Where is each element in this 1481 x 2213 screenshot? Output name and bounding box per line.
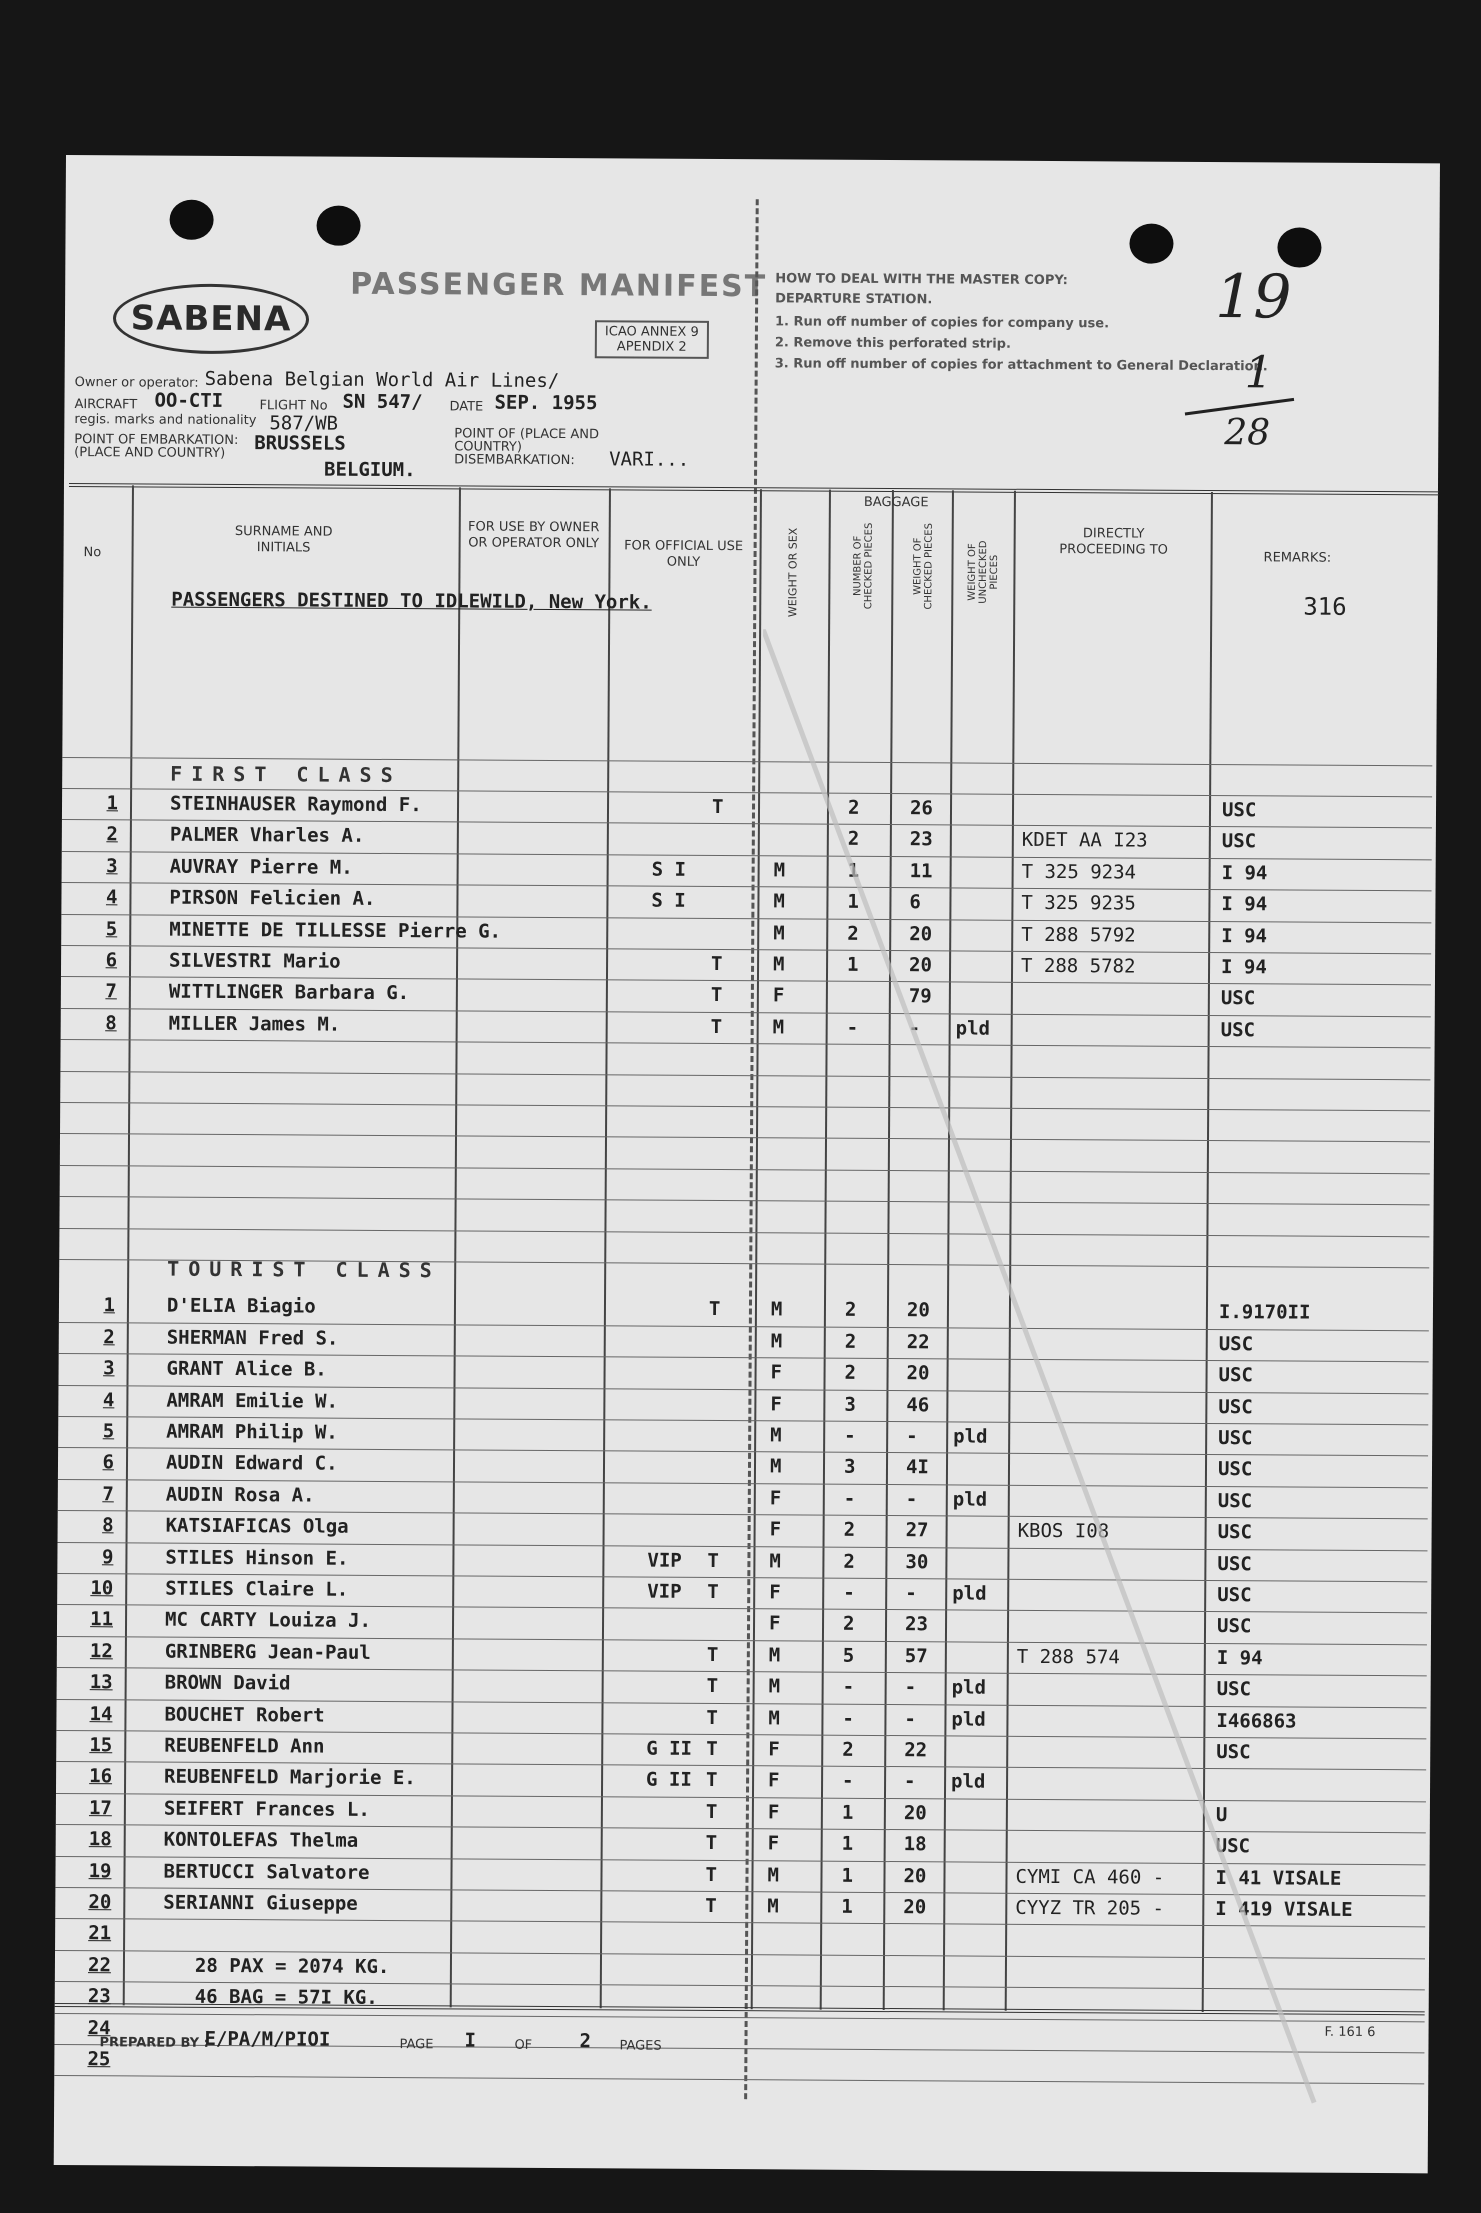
cell-sex: F	[768, 1612, 781, 1635]
cell-unch: pld	[953, 1425, 988, 1448]
cell-no: 11	[90, 1608, 114, 1631]
cell-dir: T 288 574	[1016, 1645, 1120, 1669]
first-class-label: FIRST CLASS	[170, 761, 402, 787]
cell-dir: CYYZ TR 205 -	[1015, 1896, 1165, 1920]
cell-name: AMRAM Emilie W.	[166, 1389, 339, 1413]
cell-t: T	[706, 1737, 718, 1761]
cell-rem: USC	[1217, 1458, 1253, 1481]
handwritten-fraction-top: 1	[1244, 347, 1273, 399]
cell-pcs: 2	[842, 1613, 855, 1636]
cell-t: T	[711, 795, 724, 819]
col-header-unchecked-weight: WEIGHT OF UNCHECKED PIECES	[966, 540, 1001, 604]
cell-rem: USC	[1221, 830, 1257, 853]
cell-rem: I 41 VISALE	[1215, 1866, 1342, 1890]
icao-annex: ICAO ANNEX 9	[604, 324, 699, 340]
cell-t: T	[706, 1769, 718, 1792]
cell-no: 8	[102, 1514, 114, 1537]
cell-t: T	[706, 1675, 719, 1698]
instructions-step2: 2. Remove this perforated strip.	[774, 335, 1011, 352]
cell-name: SEIFERT Frances L.	[163, 1797, 370, 1821]
cell-no: 2	[106, 823, 118, 846]
cell-name: SHERMAN Fred S.	[166, 1326, 339, 1350]
cell-no: 1	[106, 792, 119, 815]
cell-name: STILES Hinson E.	[165, 1546, 349, 1570]
cell-t: T	[706, 1643, 719, 1666]
cell-name: WITTLINGER Barbara G.	[168, 981, 410, 1005]
col-header-checked-pieces: NUMBER OF CHECKED PIECES	[852, 522, 875, 610]
handwritten-number: 19	[1214, 262, 1292, 333]
cell-rem: USC	[1216, 1741, 1251, 1764]
handwritten-fraction-bottom: 28	[1224, 412, 1271, 454]
cell-unch: pld	[951, 1708, 986, 1731]
instructions-step1: 1. Run off number of copies for company use.	[774, 314, 1110, 332]
cell-dir: KDET AA I23	[1021, 829, 1148, 853]
cell-name: SILVESTRI Mario	[169, 949, 341, 973]
cell-no: 10	[90, 1577, 114, 1600]
cell-wt: 79	[908, 985, 932, 1008]
cell-off: G II	[646, 1737, 693, 1760]
cell-rem: USC	[1217, 1521, 1253, 1544]
cell-rem: USC	[1217, 1584, 1252, 1607]
cell-unch: pld	[952, 1582, 987, 1605]
cell-sex: F	[767, 1832, 780, 1855]
cell-pcs: 5	[842, 1644, 855, 1667]
col-header-directly-proceeding: DIRECTLY PROCEEDING TO	[1059, 526, 1168, 558]
cell-wt: 20	[903, 1896, 927, 1919]
cell-pcs: 2	[843, 1518, 856, 1542]
cell-no: 17	[88, 1796, 112, 1820]
cell-sex: M	[773, 953, 785, 976]
cell-sex: F	[768, 1738, 780, 1761]
cell-pcs: 3	[843, 1456, 856, 1479]
cell-wt: -	[906, 1425, 918, 1448]
icao-annex-box	[595, 320, 709, 359]
row-rule	[60, 1102, 1430, 1111]
col-header-baggage: BAGGAGE	[863, 494, 929, 511]
punch-hole	[169, 200, 213, 240]
cell-rem: I 94	[1220, 956, 1267, 979]
cell-rem: I466863	[1216, 1709, 1297, 1733]
disembark-label: POINT OF (PLACE AND COUNTRY) DISEMBARKATION:	[454, 426, 600, 469]
cell-t: T	[705, 1800, 718, 1823]
embark-label: POINT OF EMBARKATION: (PLACE AND COUNTRY)	[74, 432, 239, 461]
cell-sex: M	[768, 1675, 781, 1698]
cell-sex: M	[767, 1863, 780, 1886]
flight-label: FLIGHT No	[259, 398, 328, 414]
cell-name: KATSIAFICAS Olga	[165, 1514, 349, 1538]
instructions-step3: 3. Run off number of copies for attachment to General Declaration.	[774, 356, 1268, 375]
cell-name: MC CARTY Louiza J.	[164, 1609, 372, 1633]
cell-wt: -	[908, 1016, 921, 1040]
disembark-value: VARI...	[609, 448, 690, 471]
cell-no: 6	[105, 949, 118, 972]
cell-sex: F	[767, 1801, 780, 1824]
cell-sex: M	[772, 1016, 785, 1039]
cell-pcs: -	[843, 1487, 856, 1510]
cell-wt: 20	[906, 1362, 930, 1385]
cell-wt: -	[904, 1770, 916, 1793]
embark-city: BRUSSELS	[254, 432, 346, 455]
cell-name: REUBENFELD Ann	[164, 1734, 325, 1758]
cell-wt: 20	[903, 1864, 927, 1887]
cell-name: PIRSON Felicien A.	[169, 886, 376, 911]
cell-pcs: -	[846, 1016, 859, 1039]
cell-pcs: 2	[847, 922, 859, 945]
cell-name: AMRAM Philip W.	[166, 1420, 338, 1444]
cell-wt: 6	[909, 891, 921, 914]
row-rule	[59, 1228, 1429, 1237]
tourist-class-label: TOURIST CLASS	[167, 1256, 441, 1283]
cell-t: T	[707, 1580, 719, 1604]
cell-sex: M	[769, 1549, 781, 1572]
cell-pcs: 2	[847, 796, 860, 819]
row-rule	[60, 1196, 1430, 1205]
cell-name: SERIANNI Giuseppe	[163, 1891, 358, 1915]
sabena-logo	[113, 283, 309, 354]
cell-t: T	[710, 1015, 723, 1038]
cell-pcs: 1	[841, 1895, 853, 1918]
cell-wt: 23	[904, 1613, 928, 1636]
cell-wt: 23	[909, 828, 933, 851]
sabena-logo-text: SABENA	[130, 298, 292, 340]
cell-no: 14	[89, 1702, 113, 1725]
cell-pcs: 3	[844, 1393, 856, 1416]
owner-label: Owner or operator:	[74, 375, 199, 391]
icao-appendix: APENDIX 2	[616, 339, 687, 355]
prepared-label: PREPARED BY :	[99, 2035, 209, 2051]
of-value: 2	[579, 2030, 592, 2053]
cell-name: PALMER Vharles A.	[169, 824, 365, 848]
cell-wt: 46	[906, 1393, 930, 1416]
cell-pcs: 2	[842, 1738, 854, 1761]
page-value: I	[464, 2029, 477, 2052]
cell-sex: M	[768, 1644, 781, 1667]
cell-no: 16	[89, 1765, 113, 1788]
aircraft-label: AIRCRAFT	[74, 397, 138, 413]
cell-off: G II	[646, 1768, 692, 1792]
cell-wt: -	[905, 1487, 918, 1511]
cell-pcs: -	[844, 1424, 856, 1447]
cell-no: 3	[103, 1357, 115, 1380]
cell-pcs: 1	[847, 890, 859, 914]
remarks-number: 316	[1303, 592, 1347, 621]
row-rule	[60, 1165, 1430, 1174]
regis-value: 587/WB	[269, 412, 339, 435]
cell-dir: T 325 9235	[1021, 892, 1136, 915]
cell-rem: USC	[1217, 1552, 1252, 1575]
cell-pcs: 2	[847, 828, 860, 851]
cell-dir: KBOS I08	[1017, 1520, 1110, 1543]
cell-no: 5	[105, 917, 118, 940]
cell-no: 25	[87, 2048, 111, 2071]
cell-rem: USC	[1220, 1018, 1256, 1042]
cell-no: 8	[105, 1012, 117, 1035]
cell-pcs: 1	[847, 953, 859, 976]
cell-t: T	[707, 1549, 719, 1572]
cell-sex: F	[770, 1392, 782, 1415]
cell-pcs: -	[842, 1770, 854, 1793]
cell-name: REUBENFELD Marjorie E.	[164, 1766, 416, 1790]
cell-rem: I 94	[1221, 924, 1268, 947]
cell-name: MILLER James M.	[168, 1012, 341, 1036]
cell-wt: -	[905, 1582, 917, 1605]
cell-no: 22	[87, 1953, 112, 1977]
col-header-remarks: REMARKS:	[1263, 550, 1332, 566]
cell-name: BOUCHET Robert	[164, 1703, 325, 1727]
cell-pcs: -	[842, 1675, 855, 1699]
cell-no: 4	[102, 1388, 115, 1411]
cell-no: 4	[105, 886, 118, 909]
col-header-checked-weight: WEIGHT OF CHECKED PIECES	[912, 522, 935, 610]
cell-no: 2	[103, 1326, 115, 1349]
cell-sex: M	[770, 1298, 783, 1321]
cell-sex: F	[770, 1361, 783, 1384]
cell-wt: 30	[905, 1550, 929, 1573]
cell-rem: USC	[1220, 987, 1256, 1010]
cell-no: 7	[105, 980, 117, 1003]
cell-no: 9	[101, 1545, 114, 1568]
cell-unch: pld	[952, 1488, 988, 1511]
cell-rem: U	[1215, 1803, 1228, 1826]
cell-rem: I.9170II	[1218, 1301, 1311, 1325]
col-header-no: No	[83, 545, 102, 561]
cell-sex: M	[773, 921, 785, 944]
cell-off: VIP	[647, 1549, 682, 1572]
pages-label: PAGES	[619, 2038, 662, 2054]
cell-no: 12	[89, 1639, 113, 1663]
cell-rem: USC	[1217, 1489, 1253, 1513]
cell-t: T	[705, 1832, 718, 1855]
cell-wt: 20	[908, 954, 933, 977]
cell-dir: T 325 9234	[1021, 860, 1137, 884]
totals-bag: 46 BAG = 57I KG.	[194, 1986, 378, 2010]
cell-no: 7	[102, 1483, 114, 1506]
cell-rem: USC	[1216, 1678, 1252, 1701]
date-label: DATE	[449, 399, 484, 415]
cell-name: KONTOLEFAS Thelma	[163, 1828, 359, 1853]
cell-no: 19	[88, 1859, 112, 1882]
cell-pcs: 2	[844, 1299, 857, 1322]
cell-rem: USC	[1218, 1332, 1254, 1356]
cell-rem: I 94	[1221, 893, 1268, 916]
cell-wt: -	[904, 1707, 916, 1730]
totals-pax: 28 PAX = 2074 KG.	[194, 1954, 390, 1978]
cell-wt: 57	[904, 1644, 928, 1668]
cell-sex: F	[769, 1581, 781, 1604]
col-header-weight-or-sex: WEIGHT OR SEX	[786, 527, 800, 618]
cell-no: 13	[89, 1671, 113, 1694]
cell-wt: 20	[906, 1299, 930, 1322]
cell-off: VIP	[647, 1580, 682, 1603]
embark-country: BELGIUM.	[324, 458, 416, 482]
cell-unch: pld	[955, 1017, 991, 1040]
cell-t: T	[705, 1894, 717, 1918]
cell-no: 21	[88, 1922, 112, 1945]
cell-wt: -	[904, 1676, 917, 1699]
cell-sex: M	[770, 1330, 783, 1353]
cell-sex: M	[773, 890, 785, 913]
cell-rem: I 94	[1221, 861, 1268, 885]
cell-name: AUVRAY Pierre M.	[169, 855, 353, 879]
cell-no: 1	[103, 1294, 116, 1317]
cell-wt: 26	[909, 797, 933, 820]
cell-wt: 27	[905, 1519, 929, 1542]
cell-name: BERTUCCI Salvatore	[163, 1860, 370, 1884]
cell-no: 20	[88, 1891, 112, 1914]
cell-sex: M	[767, 1895, 779, 1918]
cell-rem: USC	[1216, 1615, 1252, 1638]
cell-rem: I 94	[1216, 1646, 1263, 1670]
cell-pcs: -	[843, 1581, 855, 1604]
cell-no: 6	[102, 1451, 115, 1474]
cell-off: S I	[651, 889, 686, 912]
cell-t: T	[705, 1863, 718, 1886]
cell-unch: pld	[951, 1770, 986, 1794]
cell-t: T	[710, 984, 723, 1007]
cell-pcs: 1	[847, 859, 860, 882]
cell-off: S I	[651, 858, 687, 881]
date-value: SEP. 1955	[494, 391, 598, 415]
cell-pcs: -	[842, 1707, 854, 1730]
cell-t: T	[711, 952, 723, 976]
cell-no: 18	[88, 1828, 112, 1851]
cell-sex: F	[768, 1769, 780, 1792]
cell-pcs: 2	[843, 1550, 855, 1573]
cell-rem: USC	[1218, 1364, 1253, 1387]
col-header-surname: SURNAME AND INITIALS	[234, 524, 333, 556]
cell-rem: USC	[1218, 1395, 1253, 1418]
prepared-value: E/PA/M/PIOI	[204, 2027, 331, 2051]
col-header-owner-use: FOR USE BY OWNER OR OPERATOR ONLY	[468, 519, 600, 552]
aircraft-value: OO-CTI	[154, 389, 224, 412]
destination-line: PASSENGERS DESTINED TO IDLEWILD, New York.	[171, 588, 652, 614]
cell-wt: 20	[903, 1801, 927, 1825]
cell-sex: F	[772, 984, 785, 1007]
cell-pcs: 2	[844, 1330, 857, 1353]
cell-dir: T 288 5782	[1020, 954, 1136, 978]
row-rule	[60, 1133, 1430, 1142]
cell-sex: F	[769, 1487, 782, 1510]
cell-no: 3	[106, 855, 118, 878]
punch-hole	[316, 206, 360, 246]
cell-wt: 4I	[905, 1456, 929, 1479]
regis-label: regis. marks and nationality	[74, 412, 257, 429]
cell-unch: pld	[951, 1676, 987, 1699]
col-header-official-use: FOR OFFICIAL USE ONLY	[624, 538, 744, 570]
cell-name: STILES Claire L.	[165, 1577, 349, 1601]
cell-name: MINETTE DE TILLESSE Pierre G.	[169, 918, 502, 943]
cell-dir: T 288 5792	[1021, 923, 1136, 947]
cell-wt: 22	[906, 1330, 930, 1354]
cell-name: AUDIN Edward C.	[165, 1452, 338, 1476]
cell-no: 23	[87, 1985, 111, 2008]
cell-rem: USC	[1215, 1835, 1251, 1858]
cell-pcs: 1	[841, 1801, 854, 1824]
cell-sex: M	[769, 1455, 782, 1478]
cell-wt: 22	[904, 1739, 928, 1762]
cell-sex: M	[773, 859, 786, 882]
cell-t: T	[706, 1706, 718, 1729]
page-label: PAGE	[399, 2037, 434, 2053]
cell-dir: CYMI CA 460 -	[1015, 1865, 1165, 1889]
cell-t: T	[708, 1298, 721, 1321]
cell-name: GRANT Alice B.	[166, 1357, 327, 1381]
owner-value: Sabena Belgian World Air Lines/	[204, 367, 560, 393]
cell-no: 5	[102, 1420, 115, 1443]
cell-no: 24	[87, 2016, 111, 2039]
document-title: PASSENGER MANIFEST	[350, 266, 768, 305]
of-label: OF	[514, 2037, 533, 2053]
cell-wt: 11	[909, 859, 933, 883]
cell-rem: USC	[1218, 1427, 1253, 1450]
cell-name: GRINBERG Jean-Paul	[164, 1640, 371, 1664]
punch-hole	[1129, 223, 1173, 263]
cell-rem: USC	[1221, 799, 1257, 822]
cell-name: AUDIN Rosa A.	[165, 1483, 315, 1507]
cell-name: D'ELIA Biagio	[166, 1295, 316, 1318]
row-rule	[60, 1071, 1430, 1080]
cell-sex: F	[769, 1518, 782, 1541]
cell-name: BROWN David	[164, 1671, 291, 1695]
cell-no: 15	[89, 1734, 113, 1757]
cell-pcs: 1	[841, 1864, 854, 1887]
flight-value: SN 547/	[342, 390, 423, 414]
manifest-page	[54, 155, 1440, 2173]
instructions-title: HOW TO DEAL WITH THE MASTER COPY:	[775, 271, 1068, 289]
cell-pcs: 1	[841, 1832, 854, 1856]
cell-pcs: 2	[844, 1361, 857, 1385]
cell-name: STEINHAUSER Raymond F.	[169, 792, 422, 817]
instructions-subtitle: DEPARTURE STATION.	[775, 291, 933, 308]
form-code: F. 161 6	[1324, 2024, 1376, 2041]
cell-wt: 20	[909, 922, 933, 945]
cell-sex: M	[770, 1424, 782, 1447]
cell-wt: 18	[903, 1833, 927, 1856]
cell-sex: M	[768, 1706, 780, 1729]
cell-rem: I 419 VISALE	[1215, 1898, 1353, 1921]
